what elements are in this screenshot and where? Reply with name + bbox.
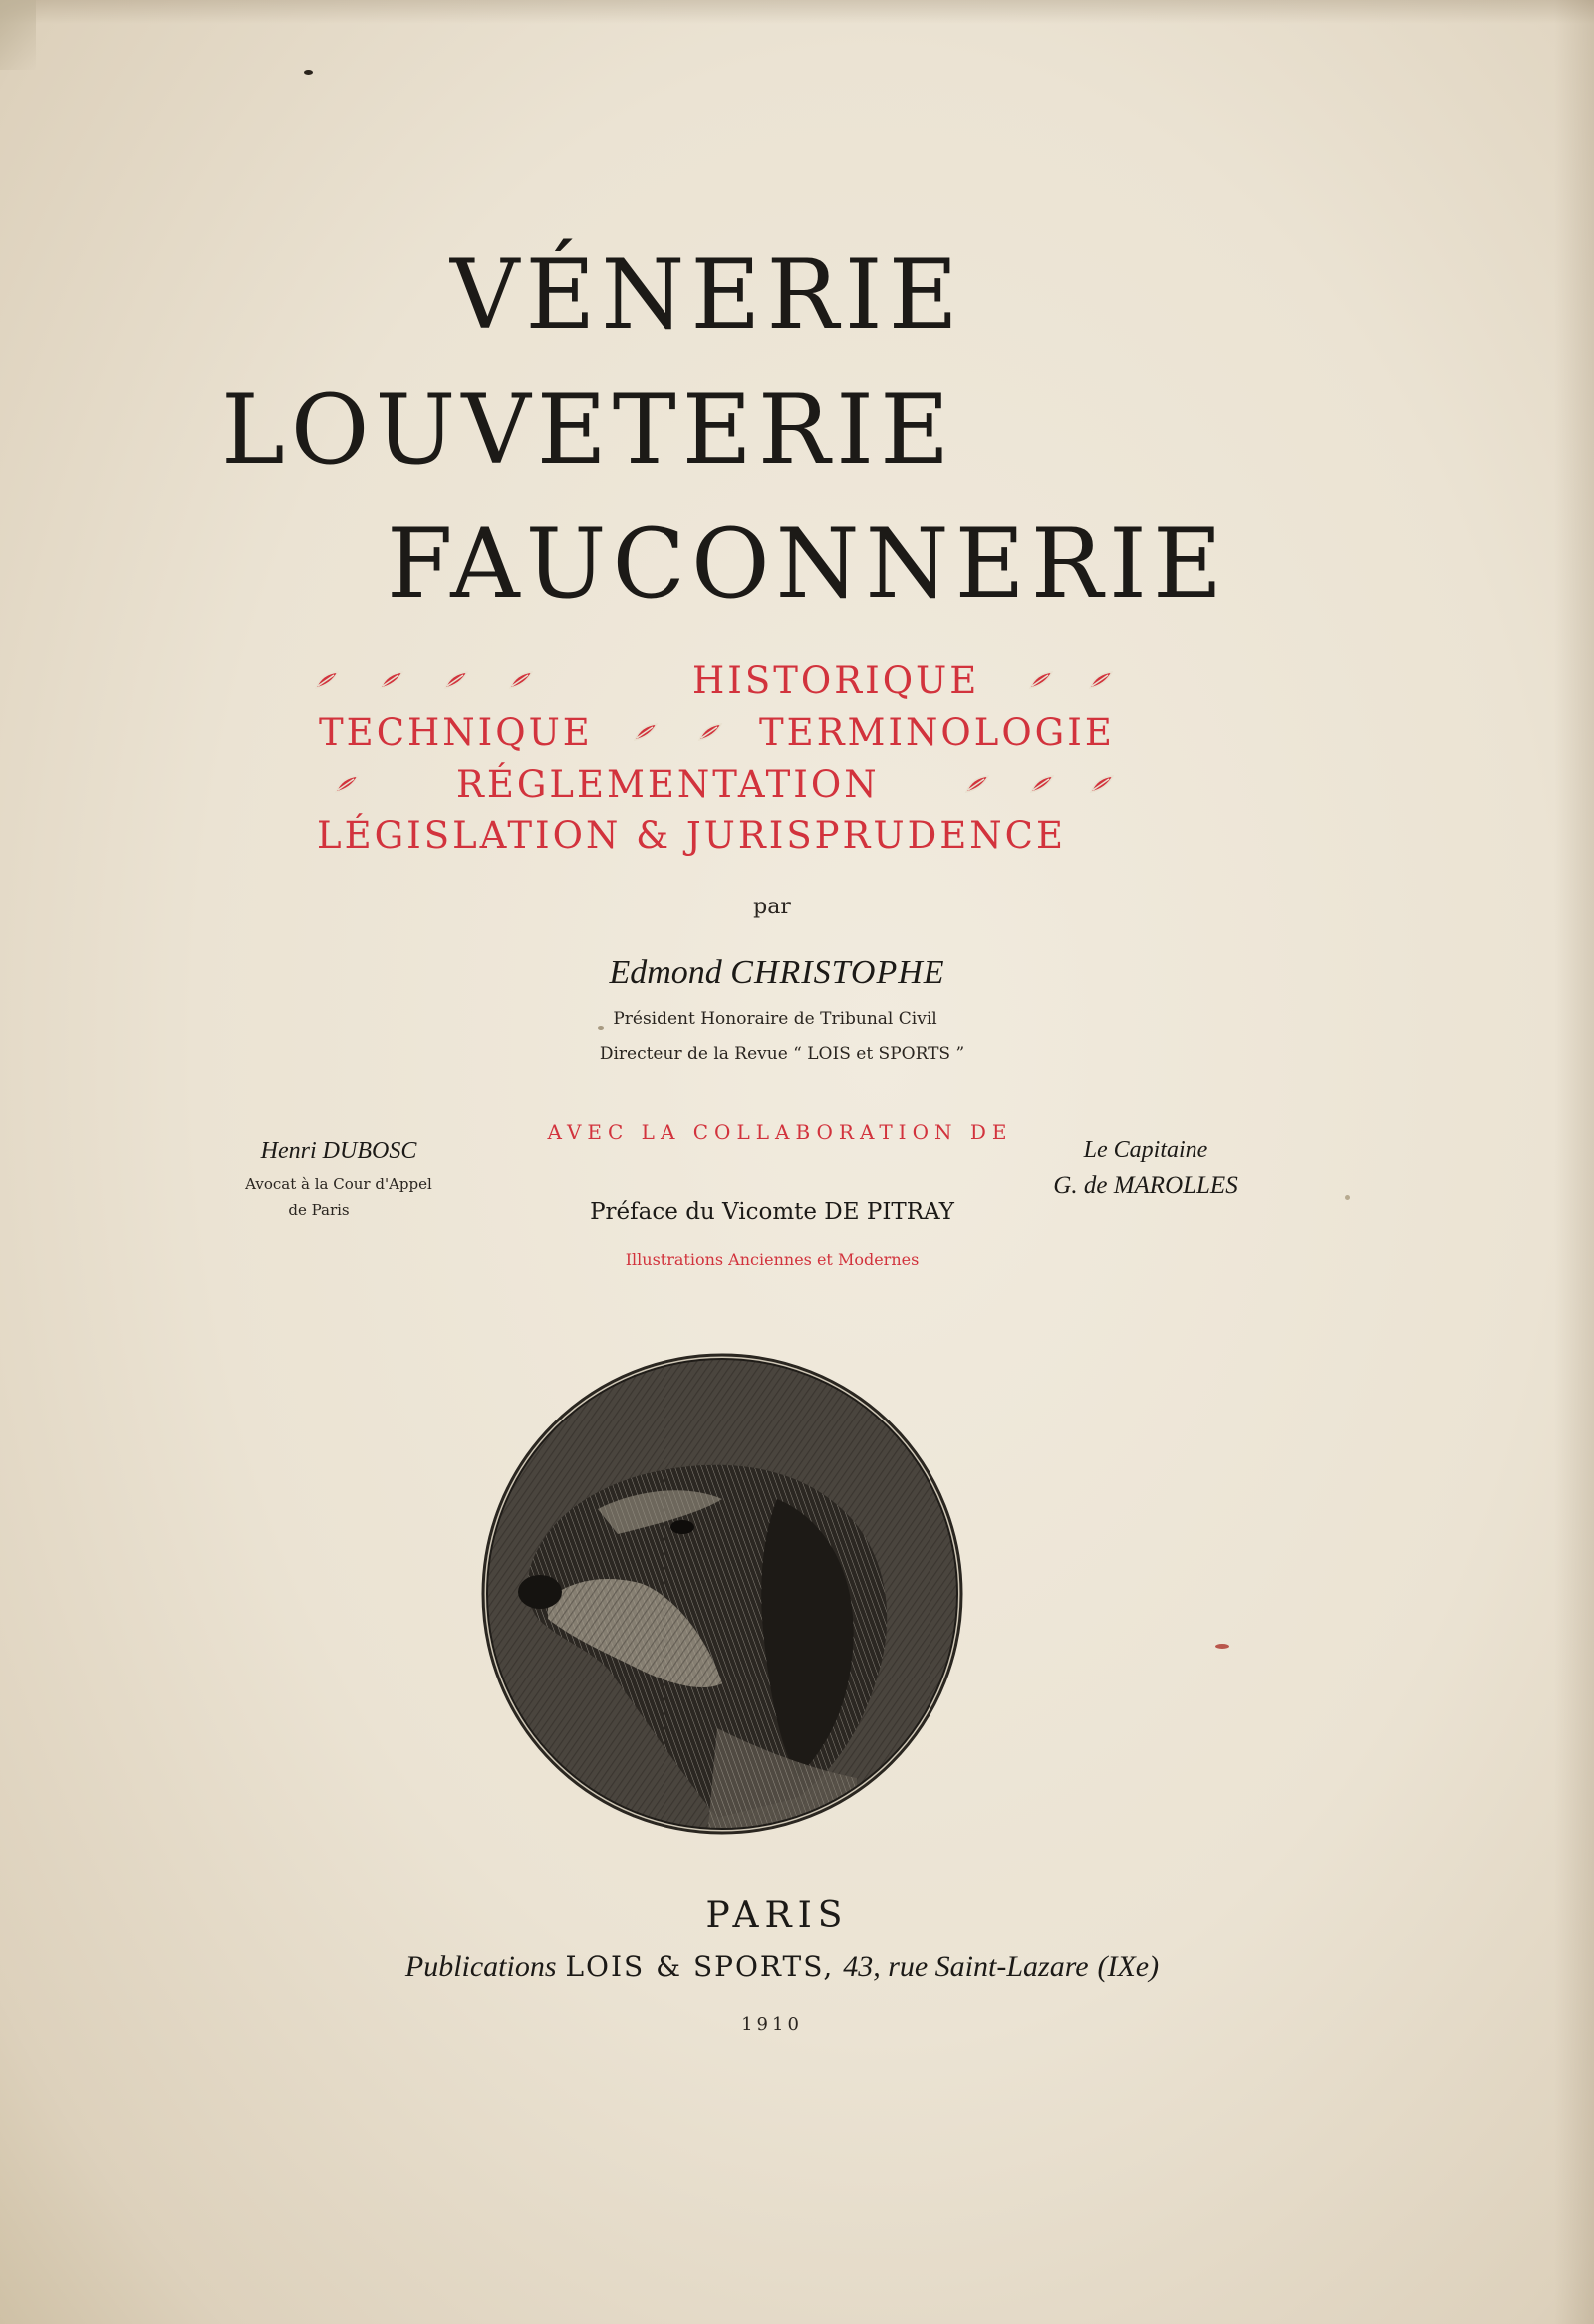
subject-terminologie: TERMINOLOGIE — [759, 711, 1115, 754]
imprint-address: 43, rue Saint-Lazare — [843, 1950, 1089, 1983]
leaf-ornament-icon — [443, 670, 469, 690]
author-role-1: Président Honoraire de Tribunal Civil — [613, 1009, 937, 1029]
leaf-ornament-icon — [633, 722, 659, 742]
subject-line-3 — [299, 762, 1176, 808]
dog-nose — [518, 1575, 562, 1609]
leaf-ornament-icon — [314, 670, 340, 690]
collaborator-right-name: G. de MAROLLES — [1053, 1172, 1238, 1199]
leaf-ornament-icon — [964, 774, 990, 794]
leaf-ornament-icon — [697, 722, 723, 742]
subject-line-2 — [299, 710, 1176, 756]
author-name — [0, 954, 1574, 992]
collaborator-right-title: Le Capitaine — [1083, 1137, 1208, 1162]
par-label: par — [753, 895, 791, 919]
leaf-ornament-icon — [508, 670, 534, 690]
paper-speck — [1215, 1644, 1229, 1649]
imprint-publisher: LOIS & SPORTS, — [565, 1950, 835, 1983]
imprint-arrondissement: (IXe) — [1097, 1950, 1160, 1983]
title-line-louveterie: LOUVETERIE — [221, 375, 956, 486]
paper-edge-top — [0, 0, 1594, 24]
collaborator-left-role-1: Avocat à la Cour d'Appel — [245, 1175, 432, 1193]
imprint-publisher-prefix: Publications — [404, 1950, 557, 1983]
paper-speck — [304, 70, 313, 75]
paper-corner-wear — [0, 0, 36, 70]
subject-line-4 — [299, 813, 1176, 859]
preface-line: Préface du Vicomte DE PITRAY — [590, 1199, 954, 1225]
leaf-ornament-icon — [379, 670, 404, 690]
leaf-ornament-icon — [1028, 670, 1054, 690]
collaborator-left-role-2: de Paris — [288, 1201, 350, 1219]
subject-line-1 — [299, 658, 1176, 704]
dog-eye — [670, 1520, 694, 1534]
leaf-ornament-icon — [334, 774, 360, 794]
imprint-city: PARIS — [705, 1895, 849, 1936]
author-role-2: Directeur de la Revue “ LOIS et SPORTS ” — [599, 1044, 965, 1064]
subject-legislation: LÉGISLATION & JURISPRUDENCE — [317, 814, 1066, 857]
collaboration-heading: AVEC LA COLLABORATION DE — [547, 1120, 1013, 1144]
leaf-ornament-icon — [1089, 774, 1115, 794]
author-first-name: Edmond — [609, 954, 722, 991]
subject-technique: TECHNIQUE — [319, 711, 593, 754]
subject-historique: HISTORIQUE — [692, 659, 980, 702]
dog-portrait-medallion — [478, 1350, 966, 1838]
collaborator-left-name: Henri DUBOSC — [260, 1138, 417, 1163]
leaf-ornament-icon — [1029, 774, 1055, 794]
subject-reglementation: RÉGLEMENTATION — [456, 763, 880, 806]
title-line-venerie: VÉNERIE — [450, 239, 964, 351]
author-last-name: CHRISTOPHE — [730, 954, 945, 991]
illustrations-line: Illustrations Anciennes et Modernes — [625, 1250, 920, 1269]
imprint-year: 1910 — [741, 2014, 803, 2035]
imprint-publisher-line — [0, 1950, 1579, 1984]
title-line-fauconnerie: FAUCONNERIE — [387, 508, 1229, 620]
leaf-ornament-icon — [1088, 670, 1114, 690]
